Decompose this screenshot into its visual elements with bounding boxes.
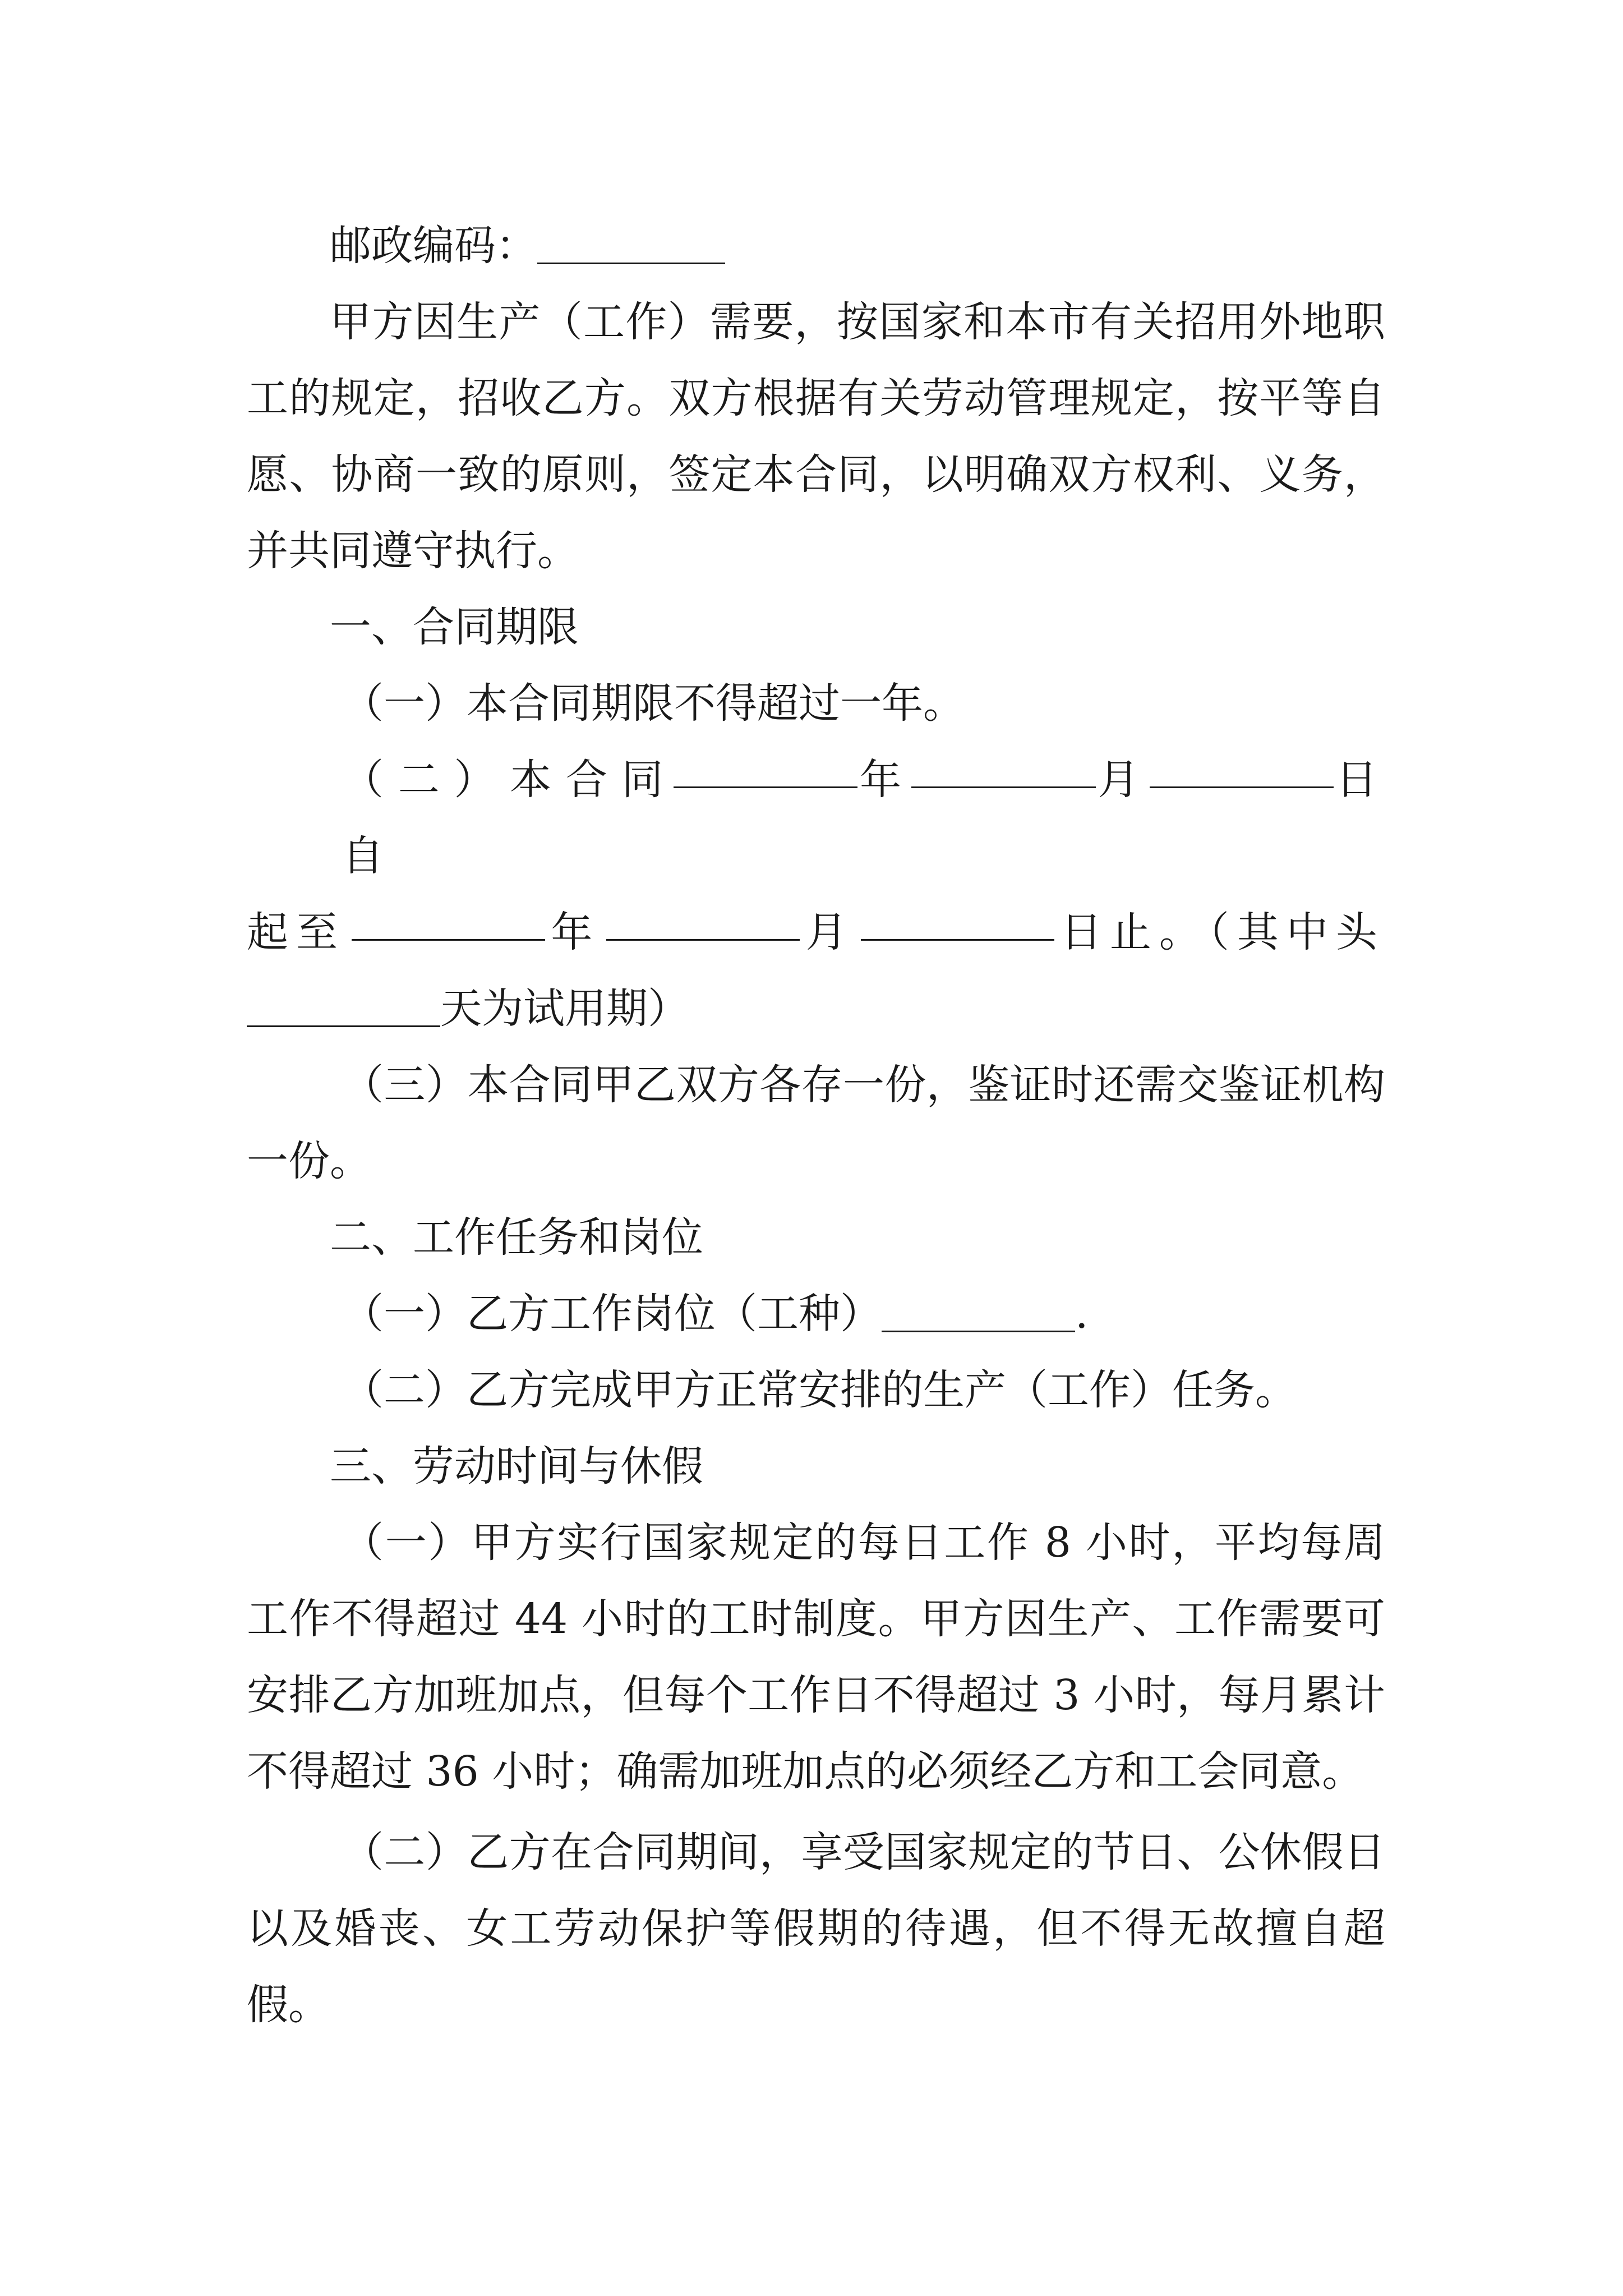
trial-period-label: 天为试用期） [440, 984, 689, 1033]
end-month-label: 月 [805, 908, 855, 956]
section-2-item-1 [247, 1276, 1385, 1352]
section-1-item-3: （三）本合同甲乙双方各存一份，鉴证时还需交鉴证机构一份。 [247, 1061, 1385, 1185]
intro-paragraph: 甲方因生产（工作）需要，按国家和本市有关招用外地职工的规定，招收乙方。双方根据有关劳动管理规定，按平等自愿、协商一致的原则，签定本合同，以明确双方权利、义务，并共同遵守执行。 [247, 298, 1385, 575]
section-3-item-2: （二）乙方在合同期间，享受国家规定的节日、公休假日以及婚丧、女工劳动保护等假期的待遇，但不得无故擅自超假。 [247, 1828, 1385, 2029]
document-body [247, 208, 1385, 2043]
end-year-blank [352, 894, 545, 941]
job-post-label: （一）乙方工作岗位（工种） [342, 1290, 882, 1338]
postal-code-label: 邮政编码： [330, 222, 537, 270]
start-year-label: 年 [860, 756, 910, 804]
section-3-item-1: （一）甲方实行国家规定的每日工作 8 小时，平均每周工作不得超过 44 小时的工时制度。甲方因生产、工作需要可安排乙方加班加点，但每个工作日不得超过 3 小时，每月累计不得超过 36 小时；确需加班加点的必须经乙方和工会同意。 [247, 1519, 1385, 1796]
end-year-label: 年 [551, 908, 601, 956]
end-month-blank [606, 894, 800, 941]
start-month-blank [911, 742, 1095, 788]
end-day-label: 日止。（其中头 [1060, 908, 1385, 956]
contract-until-label: 起至 [247, 908, 345, 956]
end-day-blank [861, 894, 1054, 941]
section-1-item-1: （一）本合同期限不得超过一年。 [342, 679, 965, 728]
start-year-blank [674, 742, 857, 788]
postal-code-line [247, 208, 1385, 284]
postal-code-blank [537, 218, 725, 264]
trial-days-blank [247, 981, 440, 1027]
start-day-label: 日 [1335, 756, 1385, 804]
job-post-period: . [1075, 1290, 1089, 1338]
section-2-title: 二、工作任务和岗位 [330, 1213, 703, 1262]
section-1-item-2-line-1 [247, 742, 1385, 894]
start-day-blank [1150, 742, 1334, 788]
contract-from-label: （二）本合同自 [342, 756, 671, 880]
job-post-blank [882, 1286, 1075, 1332]
section-3-title: 三、劳动时间与休假 [330, 1442, 703, 1490]
section-1-title: 一、合同期限 [330, 603, 579, 651]
section-2-item-2: （二）乙方完成甲方正常安排的生产（工作）任务。 [342, 1366, 1297, 1414]
section-1-item-2-line-3 [247, 970, 1385, 1047]
section-1-item-2-line-2 [247, 894, 1385, 970]
start-month-label: 月 [1098, 756, 1147, 804]
